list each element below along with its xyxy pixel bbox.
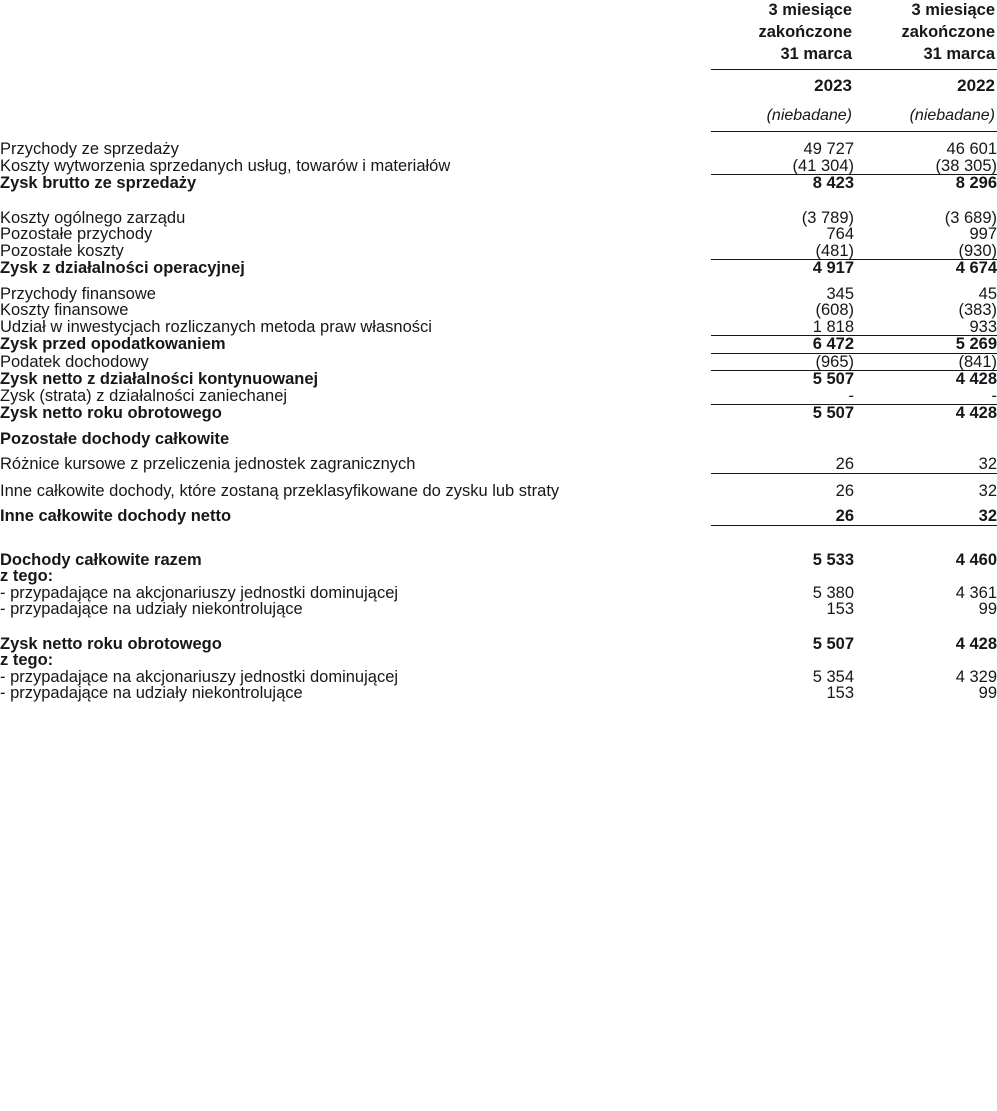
row-label: Zysk brutto ze sprzedaży bbox=[0, 174, 197, 193]
row-value-2022: 4 361 bbox=[955, 583, 997, 602]
table-row bbox=[0, 286, 997, 303]
header-period-2023 bbox=[711, 0, 854, 70]
header-year-row bbox=[0, 70, 997, 102]
row-value-2022: 8 296 bbox=[955, 174, 997, 193]
row-value-2022: 4 674 bbox=[955, 259, 997, 278]
row-value-2023: 153 bbox=[826, 600, 854, 619]
table-row-total bbox=[0, 552, 997, 569]
period-line-3: 31 marca bbox=[780, 44, 852, 63]
row-label: Przychody ze sprzedaży bbox=[0, 140, 179, 159]
row-value-2022: 32 bbox=[978, 481, 997, 500]
table-row bbox=[0, 456, 997, 473]
row-value-2023: 5 507 bbox=[812, 634, 854, 653]
row-value-2023: 26 bbox=[711, 508, 854, 525]
row-label: Zysk netto roku obrotowego bbox=[0, 404, 222, 423]
row-value-2023: - bbox=[711, 388, 854, 405]
table-row-total bbox=[0, 405, 997, 422]
header-audit-note-2023: (niebadane) bbox=[711, 101, 854, 132]
table-row bbox=[0, 210, 997, 227]
row-label: z tego: bbox=[0, 567, 54, 586]
row-value-2022: (841) bbox=[854, 353, 997, 371]
row-value-2022: 46 601 bbox=[946, 140, 997, 159]
row-value-2023: 8 423 bbox=[812, 174, 854, 193]
table-row bbox=[0, 243, 997, 260]
table-row bbox=[0, 319, 997, 336]
row-label: Inne całkowite dochody netto bbox=[0, 507, 232, 526]
row-value-2023: 5 507 bbox=[812, 404, 854, 423]
period-line-1: 3 miesiące bbox=[911, 1, 995, 19]
row-label: - przypadające na udziały niekontrolujące bbox=[0, 600, 303, 619]
row-label: - przypadające na akcjonariuszy jednostki dominującej bbox=[0, 583, 399, 602]
row-value-2023: 6 472 bbox=[711, 336, 854, 354]
spacer bbox=[0, 192, 997, 210]
period-line-2: zakończone bbox=[758, 22, 852, 41]
row-value-2023: (481) bbox=[711, 243, 854, 260]
header-year-2023: 2023 bbox=[711, 70, 854, 102]
row-value-2023: 26 bbox=[835, 481, 854, 500]
row-value-2022: (38 305) bbox=[854, 158, 997, 175]
row-value-2023: 5 533 bbox=[812, 550, 854, 569]
spacer bbox=[0, 525, 997, 552]
row-value-2023: 5 380 bbox=[812, 583, 854, 602]
row-value-2022: 4 460 bbox=[955, 550, 997, 569]
row-value-2022: 4 329 bbox=[955, 667, 997, 686]
row-value-2023: 1 818 bbox=[711, 319, 854, 336]
row-label: z tego: bbox=[0, 651, 54, 670]
header-audit-row bbox=[0, 101, 997, 132]
table-row bbox=[0, 141, 997, 158]
table-row bbox=[0, 158, 997, 175]
row-label: Pozostałe przychody bbox=[0, 225, 153, 244]
header-spacer bbox=[0, 70, 711, 102]
header-spacer bbox=[0, 0, 711, 70]
row-value-2022: 5 269 bbox=[854, 336, 997, 354]
header-spacer bbox=[0, 101, 711, 132]
row-value-2022: 997 bbox=[969, 225, 997, 244]
table-row bbox=[0, 669, 997, 686]
table-row-subheading bbox=[0, 568, 997, 585]
row-value-2022: (930) bbox=[854, 243, 997, 260]
table-row-total bbox=[0, 636, 997, 653]
row-label: Podatek dochodowy bbox=[0, 352, 149, 371]
table-row bbox=[0, 302, 997, 319]
row-value-2023: 345 bbox=[826, 284, 854, 303]
row-value-2023: (608) bbox=[815, 301, 854, 320]
row-value-2022: - bbox=[854, 388, 997, 405]
table-row-total bbox=[0, 508, 997, 525]
row-value-2022: 45 bbox=[978, 284, 997, 303]
row-label: - przypadające na akcjonariuszy jednostki dominującej bbox=[0, 667, 399, 686]
row-value-2022 bbox=[854, 652, 997, 669]
row-value-2022: 933 bbox=[854, 319, 997, 336]
row-value-2022: 32 bbox=[854, 508, 997, 525]
row-label: Koszty wytworzenia sprzedanych usług, towarów i materiałów bbox=[0, 156, 451, 175]
header-period-2022 bbox=[854, 0, 997, 70]
row-label: Pozostałe koszty bbox=[0, 241, 124, 260]
row-label: Zysk przed opodatkowaniem bbox=[0, 335, 226, 354]
row-value-2023: 49 727 bbox=[803, 140, 854, 159]
row-label: Zysk netto roku obrotowego bbox=[0, 634, 222, 653]
period-line-3: 31 marca bbox=[923, 44, 995, 63]
row-label: Zysk z działalności operacyjnej bbox=[0, 259, 245, 278]
row-value-2022: 32 bbox=[854, 456, 997, 473]
row-value-2022: 99 bbox=[978, 600, 997, 619]
row-value-2023: (41 304) bbox=[711, 158, 854, 175]
row-label: Zysk netto z działalności kontynuowanej bbox=[0, 370, 319, 389]
table-row-total bbox=[0, 336, 997, 354]
section-heading-row bbox=[0, 431, 997, 448]
row-value-2023: 26 bbox=[711, 456, 854, 473]
table-row-total bbox=[0, 260, 997, 277]
row-value-2023: (3 789) bbox=[801, 208, 854, 227]
row-label: Dochody całkowite razem bbox=[0, 550, 202, 569]
row-label: Pozostałe dochody całkowite bbox=[0, 429, 230, 448]
row-value-2022: (3 689) bbox=[944, 208, 997, 227]
table-row-total bbox=[0, 371, 997, 388]
row-value-2023: 153 bbox=[826, 684, 854, 703]
table-row bbox=[0, 353, 997, 371]
row-label: Przychody finansowe bbox=[0, 284, 156, 303]
row-label: Zysk (strata) z działalności zaniechanej bbox=[0, 386, 288, 405]
row-value-2023: (965) bbox=[711, 353, 854, 371]
row-label: Udział w inwestycjach rozliczanych metoda praw własności bbox=[0, 317, 432, 336]
header-period-row bbox=[0, 0, 997, 70]
table-row-total bbox=[0, 175, 997, 192]
row-value-2022 bbox=[854, 568, 997, 585]
row-value-2023: 764 bbox=[826, 225, 854, 244]
header-year-2022: 2022 bbox=[854, 70, 997, 102]
table-row bbox=[0, 226, 997, 243]
row-label: Różnice kursowe z przeliczenia jednostek zagranicznych bbox=[0, 455, 416, 474]
table-row bbox=[0, 601, 997, 618]
row-value-2023 bbox=[711, 568, 854, 585]
row-label: Koszty finansowe bbox=[0, 301, 129, 320]
table-row bbox=[0, 388, 997, 405]
row-value-2022: 4 428 bbox=[955, 370, 997, 389]
row-value-2023: 4 917 bbox=[812, 259, 854, 278]
row-value-2022: (383) bbox=[958, 301, 997, 320]
row-value-2023 bbox=[711, 652, 854, 669]
row-value-2022: 4 428 bbox=[955, 634, 997, 653]
header-audit-note-2022: (niebadane) bbox=[854, 101, 997, 132]
row-value-2023: 5 354 bbox=[812, 667, 854, 686]
row-value-2023 bbox=[711, 431, 854, 448]
row-value-2022 bbox=[854, 431, 997, 448]
period-line-1: 3 miesiące bbox=[768, 1, 852, 19]
table-row bbox=[0, 585, 997, 602]
table-row-subheading bbox=[0, 652, 997, 669]
period-line-2: zakończone bbox=[901, 22, 995, 41]
row-value-2022: 99 bbox=[978, 684, 997, 703]
table-row bbox=[0, 483, 997, 500]
row-value-2022: 4 428 bbox=[955, 404, 997, 423]
row-label: Inne całkowite dochody, które zostaną przeklasyfikowane do zysku lub straty bbox=[0, 481, 560, 500]
table-row bbox=[0, 685, 997, 702]
row-label: Koszty ogólnego zarządu bbox=[0, 208, 186, 227]
spacer bbox=[0, 618, 997, 636]
row-label: - przypadające na udziały niekontrolujące bbox=[0, 684, 303, 703]
row-value-2023: 5 507 bbox=[812, 370, 854, 389]
